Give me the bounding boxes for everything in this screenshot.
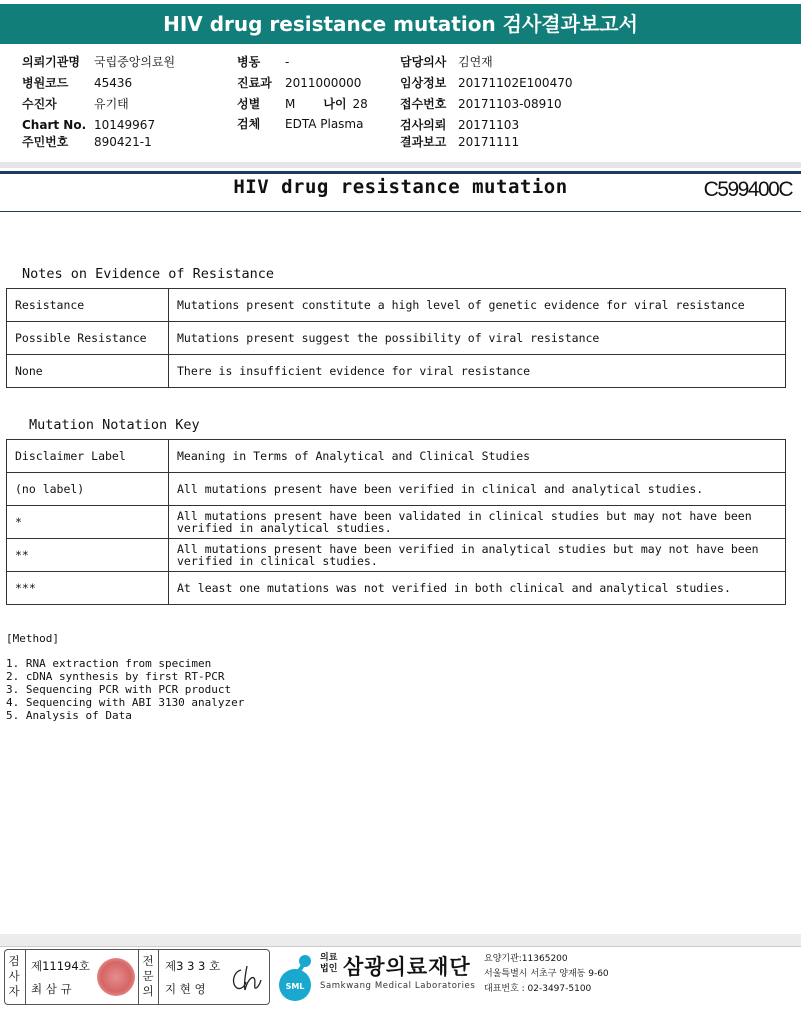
info-value: M bbox=[285, 97, 296, 111]
evidence-table bbox=[6, 288, 786, 388]
table-cell: Disclaimer Label bbox=[7, 440, 169, 473]
table-cell: All mutations present have been verified in clinical and analytical studies. bbox=[169, 473, 786, 506]
org-address: 서울특별시 서초구 양재동 9-60 bbox=[484, 969, 609, 979]
table-cell: None bbox=[7, 355, 169, 388]
method-section bbox=[6, 632, 244, 722]
method-step: 4. Sequencing with ABI 3130 analyzer bbox=[6, 696, 245, 709]
info-value: 20171103-08910 bbox=[458, 97, 562, 111]
org-code: 요양기관:11365200 bbox=[484, 954, 568, 964]
table-cell: Mutations present constitute a high level of genetic evidence for viral resistance bbox=[169, 289, 786, 322]
examiner-label: 검 사 자 bbox=[8, 954, 20, 998]
table-row bbox=[7, 355, 786, 388]
info-value: 2011000000 bbox=[285, 76, 362, 90]
section-rule-top bbox=[0, 171, 801, 174]
signature-icon bbox=[227, 958, 265, 996]
table-row bbox=[7, 539, 786, 572]
footer-rule bbox=[0, 946, 801, 947]
table-cell: Meaning in Terms of Analytical and Clinical Studies bbox=[169, 440, 786, 473]
org-phone: 대표번호 : 02-3497-5100 bbox=[484, 984, 592, 994]
table-row bbox=[7, 473, 786, 506]
method-step: 3. Sequencing PCR with PCR product bbox=[6, 683, 232, 696]
sml-logo-icon bbox=[271, 951, 319, 1003]
section-separator bbox=[0, 162, 801, 168]
info-label: 결과보고 bbox=[400, 135, 447, 149]
table-cell: Possible Resistance bbox=[7, 322, 169, 355]
info-label: Chart No. bbox=[22, 118, 87, 132]
examiner-name: 최 삼 규 bbox=[31, 982, 72, 996]
info-value: 20171102E100470 bbox=[458, 76, 573, 90]
table-row bbox=[7, 506, 786, 539]
table-cell: Mutations present suggest the possibility of viral resistance bbox=[169, 322, 786, 355]
logo-text: SML bbox=[285, 982, 305, 991]
examiner-number: 제11194호 bbox=[31, 959, 90, 973]
report-title: HIV drug resistance mutation 검사결과보고서 bbox=[0, 4, 801, 44]
info-value: 20171111 bbox=[458, 135, 520, 149]
section-rule-bottom bbox=[0, 211, 801, 212]
specialist-number: 제3 3 3 호 bbox=[165, 959, 221, 973]
table-cell: Resistance bbox=[7, 289, 169, 322]
info-label: 병동 bbox=[237, 55, 261, 69]
info-value: 890421-1 bbox=[94, 135, 152, 149]
footer-band bbox=[0, 934, 801, 946]
info-label: 검체 bbox=[237, 117, 261, 131]
info-label: 검사의뢰 bbox=[400, 118, 447, 132]
table-row bbox=[7, 572, 786, 605]
org-name: 삼광의료재단 bbox=[343, 955, 471, 979]
method-title: [Method] bbox=[6, 632, 59, 645]
info-value: 유기태 bbox=[94, 97, 129, 111]
table-cell: All mutations present have been verified in analytical studies but may not have been verified in clinical studies. bbox=[169, 539, 786, 572]
method-step: 2. cDNA synthesis by first RT-PCR bbox=[6, 670, 225, 683]
evidence-heading: Notes on Evidence of Resistance bbox=[22, 266, 274, 282]
table-cell: There is insufficient evidence for viral resistance bbox=[169, 355, 786, 388]
patient-info-column-3 bbox=[400, 52, 572, 153]
table-cell: (no label) bbox=[7, 473, 169, 506]
section-code: C599400C bbox=[703, 178, 792, 201]
info-value: 45436 bbox=[94, 76, 133, 90]
info-value: 김연재 bbox=[458, 55, 493, 69]
info-label: 주민번호 bbox=[22, 135, 69, 149]
info-value: - bbox=[285, 55, 290, 69]
table-cell: *** bbox=[7, 572, 169, 605]
table-row bbox=[7, 289, 786, 322]
notation-heading: Mutation Notation Key bbox=[29, 417, 200, 433]
org-name-en: Samkwang Medical Laboratories bbox=[320, 981, 476, 991]
info-label: 임상정보 bbox=[400, 76, 447, 90]
info-label: 병원코드 bbox=[22, 76, 69, 90]
patient-info-column-1 bbox=[22, 52, 175, 153]
info-label: 수진자 bbox=[22, 97, 57, 111]
notation-table bbox=[6, 439, 786, 605]
info-label: 접수번호 bbox=[400, 97, 447, 111]
org-type: 의료 법인 bbox=[320, 953, 338, 974]
table-cell: All mutations present have been validated in clinical studies but may not have been verified in analytical studies. bbox=[169, 506, 786, 539]
info-label: 담당의사 bbox=[400, 55, 447, 69]
method-step: 5. Analysis of Data bbox=[6, 709, 132, 722]
info-label: 성별 bbox=[237, 97, 261, 111]
signature-box bbox=[4, 949, 270, 1005]
table-row bbox=[7, 440, 786, 473]
age-label: 나이 bbox=[323, 97, 347, 111]
table-cell: At least one mutations was not verified in both clinical and analytical studies. bbox=[169, 572, 786, 605]
info-value: 10149967 bbox=[94, 118, 156, 132]
table-row bbox=[7, 322, 786, 355]
info-label: 의뢰기관명 bbox=[22, 55, 80, 69]
table-cell: * bbox=[7, 506, 169, 539]
info-value: 20171103 bbox=[458, 118, 520, 132]
examiner-seal bbox=[97, 958, 135, 996]
specialist-label: 전 문 의 bbox=[142, 954, 154, 998]
table-cell: ** bbox=[7, 539, 169, 572]
info-value: EDTA Plasma bbox=[285, 117, 364, 131]
info-label: 진료과 bbox=[237, 76, 272, 90]
age-value: 28 bbox=[352, 97, 368, 111]
method-step: 1. RNA extraction from specimen bbox=[6, 657, 212, 670]
section-title: HIV drug resistance mutation bbox=[233, 176, 568, 198]
patient-info-column-2 bbox=[237, 52, 368, 135]
specialist-name: 지 현 영 bbox=[165, 982, 206, 996]
info-value: 국립중앙의료원 bbox=[94, 55, 176, 69]
org-info bbox=[484, 952, 609, 997]
